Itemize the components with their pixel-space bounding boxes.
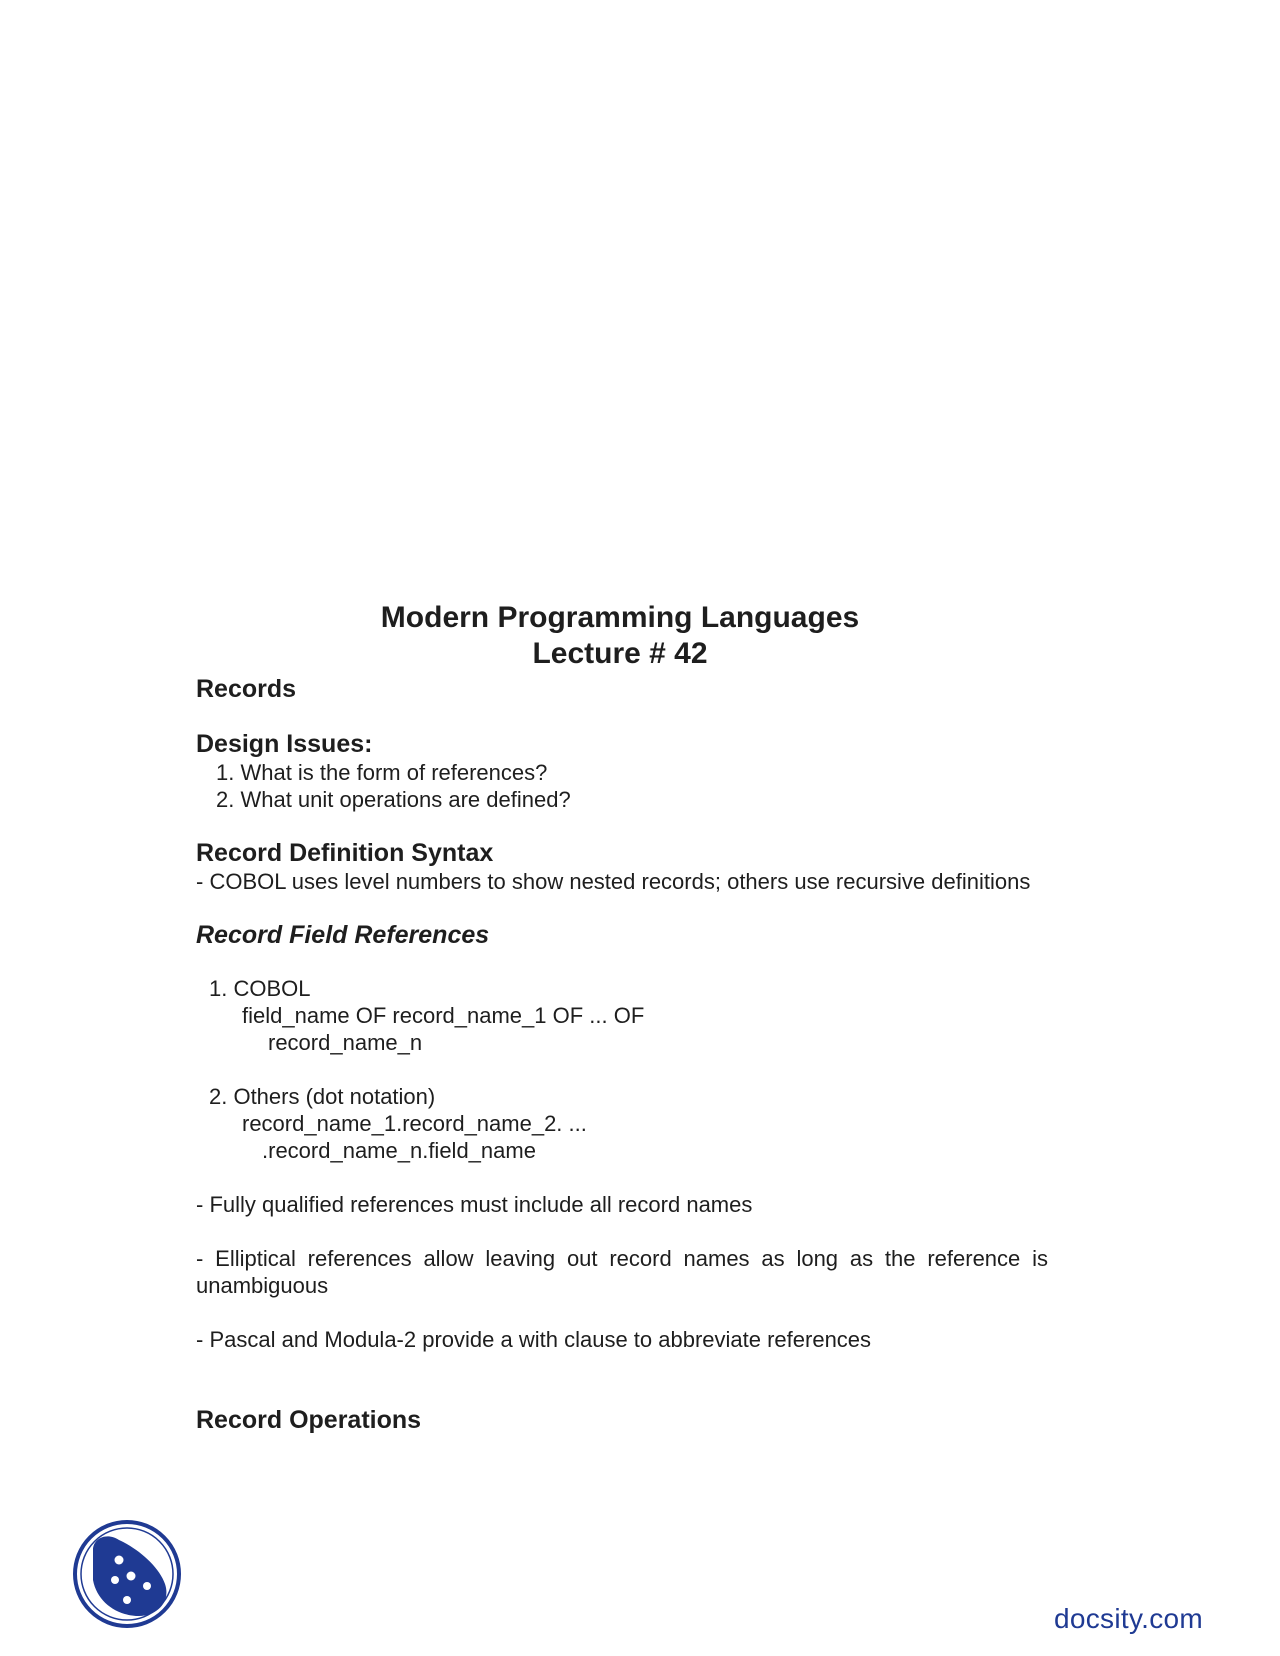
paragraph: - COBOL uses level numbers to show nested records; others use recursive definitions xyxy=(196,869,1031,894)
list-item: 1. What is the form of references? xyxy=(216,760,548,785)
list-item-cobol: 1. COBOL xyxy=(209,976,311,1001)
section-heading-records: Records xyxy=(196,675,297,703)
list-item-others: 2. Others (dot notation) xyxy=(209,1084,436,1109)
paragraph: - Fully qualified references must include all record names xyxy=(196,1192,753,1217)
docsity-brand-link[interactable]: docsity.com xyxy=(1054,1603,1204,1634)
paragraph: - Pascal and Modula-2 provide a with clause to abbreviate references xyxy=(196,1327,872,1352)
paragraph: - Elliptical references allow leaving out record names as long as the reference is unambiguous xyxy=(196,1246,1048,1298)
docsity-logo-icon xyxy=(71,1518,183,1630)
code-line: field_name OF record_name_1 OF ... OF xyxy=(242,1003,645,1028)
code-line: record_name_n xyxy=(268,1030,423,1055)
list-item: 2. What unit operations are defined? xyxy=(216,787,571,812)
code-line: record_name_1.record_name_2. ... xyxy=(242,1111,587,1136)
title-block xyxy=(0,600,1240,672)
code-line: .record_name_n.field_name xyxy=(262,1138,536,1163)
document-body xyxy=(196,674,1048,1435)
section-heading-record-operations: Record Operations xyxy=(196,1406,422,1434)
section-heading-definition-syntax: Record Definition Syntax xyxy=(196,839,494,867)
section-heading-field-references: Record Field References xyxy=(196,921,490,949)
lecture-number: Lecture # 42 xyxy=(532,637,708,670)
document-title: Modern Programming Languages xyxy=(380,601,860,634)
section-heading-design-issues: Design Issues: xyxy=(196,730,373,758)
